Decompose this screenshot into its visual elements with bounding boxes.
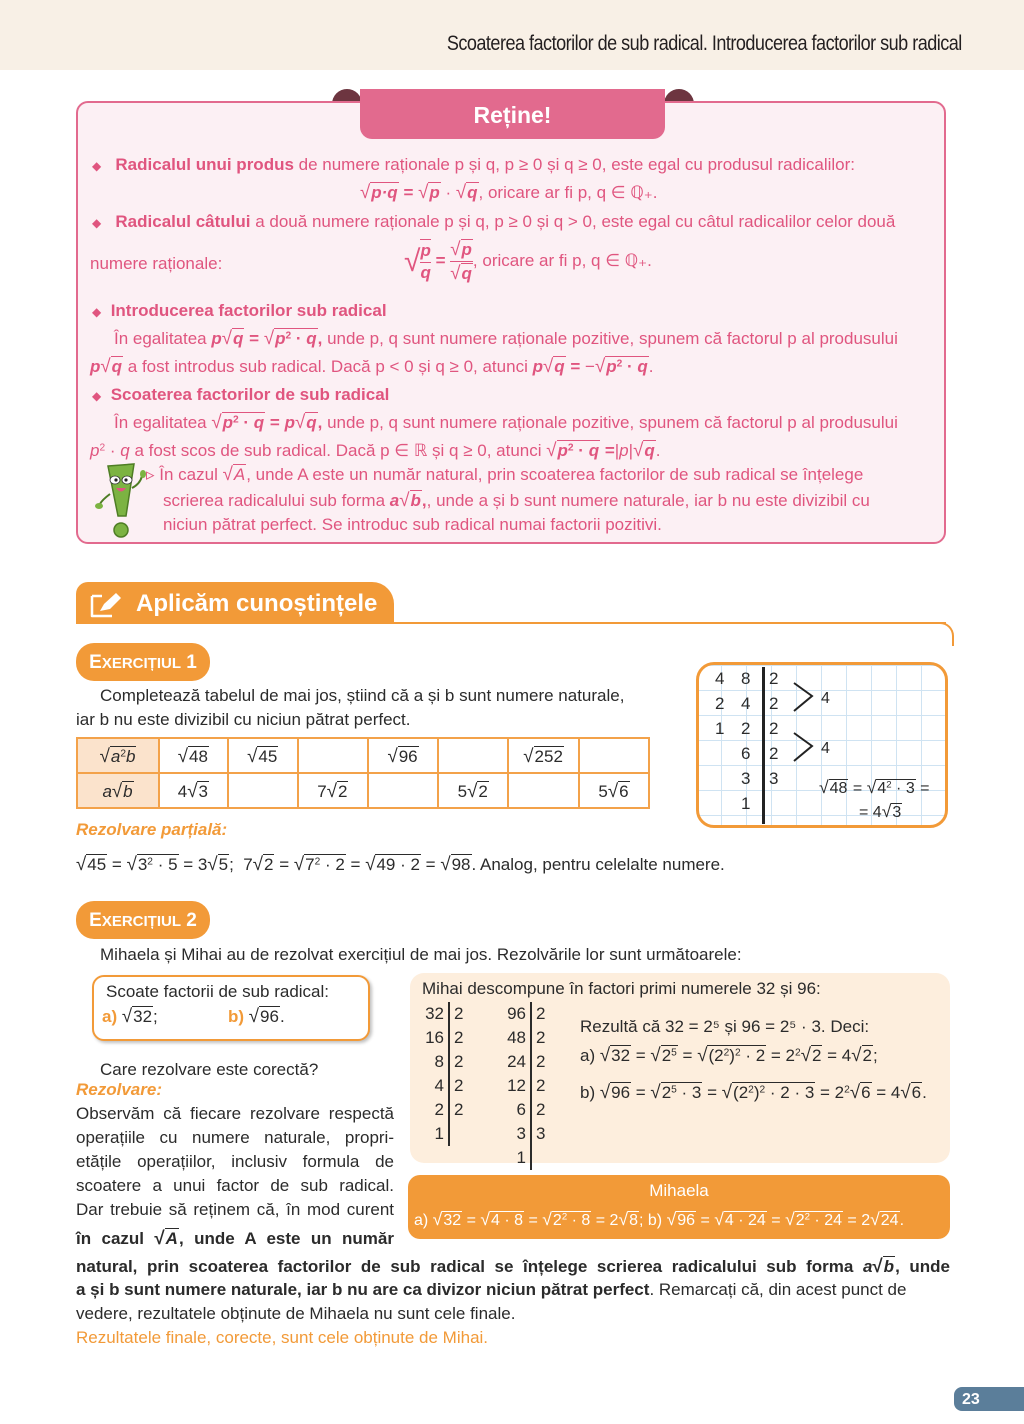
group-bracket-icon xyxy=(792,679,816,720)
scoaterea-line1: În egalitatea $√p^2 \cdot q = p√q$, unde p, q sunt numere raționale pozitive, spunem că factorul p al produsului xyxy=(114,411,898,432)
table-cell-radical: √252 xyxy=(508,738,579,773)
factor-divisor: 2 xyxy=(449,1026,472,1050)
grid-digit: 3 xyxy=(741,769,751,788)
note-line3: niciun pătrat perfect. Se introduc sub radical numai factorii pozitivi. xyxy=(163,515,662,534)
grid-digit: 2 xyxy=(769,719,779,738)
bullet-icon: ◆ xyxy=(92,389,102,403)
rez-line: etățile operațiilor, inclusiv formula de xyxy=(76,1152,394,1171)
mihaela-title: Mihaela xyxy=(649,1181,709,1200)
exercise-1-badge: EXERCIȚIUL 1 xyxy=(76,643,210,681)
formula-cat: $√\frac{p}{q} = \frac{√p}{√q}$, oricare ar fi p, q ∈ ℚ₊. xyxy=(404,238,652,283)
factor-row xyxy=(500,1050,554,1074)
factor-divisor: 2 xyxy=(449,1050,472,1074)
table-cell-radical: √45 xyxy=(228,738,298,773)
table-cell-simplified xyxy=(368,773,438,808)
table-cell-radical xyxy=(579,738,649,773)
task-title: Scoate factorii de sub radical: xyxy=(106,982,330,1001)
grid-digit: 3 xyxy=(769,769,779,788)
mihai-solution-box xyxy=(410,973,950,1167)
factor-divisor: 2 xyxy=(531,1026,554,1050)
ex1-text-line2: iar b nu este divizibil cu niciun pătrat perfect. xyxy=(76,710,411,729)
grid-digit: 2 xyxy=(769,694,779,713)
factor-row xyxy=(418,1050,472,1074)
factor-divisor: 2 xyxy=(531,1074,554,1098)
group-bracket-icon xyxy=(792,729,816,770)
table-cell-simplified: 7√2 xyxy=(298,773,368,808)
grid-digit: 2 xyxy=(715,694,725,713)
bullet-icon: ◆ xyxy=(92,159,102,173)
mihai-result: Rezultă că 32 = 2⁵ și 96 = 2⁵ · 3. Deci: xyxy=(580,1017,870,1036)
factorization-32 xyxy=(418,1002,472,1146)
retine-title: Reține! xyxy=(360,89,665,139)
grid-equation-line1: $√48 = √4^2 \cdot 3$ = xyxy=(819,777,930,797)
grid-digit: 2 xyxy=(769,669,779,688)
exercise-2-badge: EXERCIȚIUL 2 xyxy=(76,901,210,939)
division-bar xyxy=(762,667,765,824)
table-cell-radical xyxy=(438,738,508,773)
factor-divisor xyxy=(449,1122,472,1146)
final-line3: vedere, rezultatele obținute de Mihaela nu sunt cele finale. xyxy=(76,1304,516,1323)
mihaela-solution: a) $√32 = √4 \cdot 8 = √2^2 \cdot 8 = 2√8$; b) $√96 = √4 \cdot 24 = √2^2 \cdot 24 = 2√24$. xyxy=(414,1209,905,1229)
table-cell-radical: √96 xyxy=(368,738,438,773)
mihai-b: b) $√96 = √2^5 \cdot 3 = √(2^2)^2 \cdot 2 \cdot 3 = 2^2√6 = 4√6$. xyxy=(580,1081,927,1102)
retine-item-scoaterea: ◆ Scoaterea factorilor de sub radical xyxy=(92,385,390,404)
grid-equation-line2: = 4√3 xyxy=(859,801,902,821)
factor-dividend: 24 xyxy=(507,1052,526,1071)
table-cell-simplified: 5√2 xyxy=(438,773,508,808)
grid-digit: 8 xyxy=(741,669,751,688)
factor-dividend: 12 xyxy=(507,1076,526,1095)
section-title: Aplicăm cunoștințele xyxy=(136,590,378,617)
table-cell-simplified xyxy=(508,773,579,808)
question: Care rezolvare este corectă? xyxy=(100,1060,319,1079)
factor-row xyxy=(500,1146,554,1170)
factorization-grid xyxy=(696,662,948,828)
factor-row xyxy=(500,1074,554,1098)
grid-digit: 6 xyxy=(741,744,751,763)
retine-item-produs: ◆ Radicalul unui produs de numere raționale p și q, p ≥ 0 și q ≥ 0, este egal cu produsul radicalilor: xyxy=(92,155,855,174)
factor-divisor: 2 xyxy=(449,1074,472,1098)
factor-dividend: 32 xyxy=(425,1004,444,1023)
factor-divisor: 2 xyxy=(531,1002,554,1026)
factor-divisor xyxy=(531,1146,554,1170)
factor-row xyxy=(500,1098,554,1122)
factor-dividend: 16 xyxy=(425,1028,444,1047)
ex1-table xyxy=(76,737,650,809)
table-header-a2b: $√a^2b$ xyxy=(77,738,159,773)
rez-line-bold: în cazul √A, unde A este un număr xyxy=(76,1227,394,1248)
factor-divisor: 3 xyxy=(531,1122,554,1146)
partial-solution-label: Rezolvare parțială: xyxy=(76,820,228,839)
table-cell-radical xyxy=(298,738,368,773)
factor-row xyxy=(500,1122,554,1146)
factor-dividend: 96 xyxy=(507,1004,526,1023)
table-cell-radical: √48 xyxy=(159,738,227,773)
grid-digit: 2 xyxy=(741,719,751,738)
grid-digit: 1 xyxy=(741,794,751,813)
pen-edit-icon xyxy=(88,591,124,624)
task-b: b) √96. xyxy=(228,1005,285,1026)
mihaela-solution-box xyxy=(408,1175,950,1239)
rezolvare-label: Rezolvare: xyxy=(76,1080,162,1099)
introducerea-line2: p√q a fost introdus sub radical. Dacă p < 0 și q ≥ 0, atunci $p√q = -√p^2 \cdot q$. xyxy=(90,355,654,376)
partial-solution: $√45 = √3^2 \cdot 5 = 3√5$; $7√2 = √7^2 \cdot 2 = √49 \cdot 2 = √98$. Analog, pentru celelalte numere. xyxy=(76,853,725,874)
rez-line: Observăm că fiecare rezolvare respectă xyxy=(76,1104,394,1123)
group-1-value: 4 xyxy=(821,690,830,707)
mihai-title: Mihai descompune în factori primi numerele 32 și 96: xyxy=(422,979,821,998)
factor-dividend: 1 xyxy=(434,1124,444,1143)
ex2-intro: Mihaela și Mihai au de rezolvat exercițiul de mai jos. Rezolvările lor sunt următoarele: xyxy=(100,945,742,964)
grid-digit: 4 xyxy=(715,669,725,688)
triangle-marker-icon: ▹ xyxy=(146,465,155,484)
bullet-icon: ◆ xyxy=(92,305,102,319)
factor-row xyxy=(418,1026,472,1050)
final-line1: natural, prin scoaterea factorilor de sub radical se înțelege scrierea radicalului sub forma a√b, unde xyxy=(76,1255,950,1276)
factor-dividend: 8 xyxy=(434,1052,444,1071)
bullet-icon: ◆ xyxy=(92,216,102,230)
retine-item-introducerea: ◆ Introducerea factorilor sub radical xyxy=(92,301,387,320)
table-cell-simplified: 5√6 xyxy=(579,773,649,808)
grid-digit: 1 xyxy=(715,719,725,738)
grid-digit: 4 xyxy=(741,694,751,713)
factor-row xyxy=(418,1122,472,1146)
factor-divisor: 2 xyxy=(449,1098,472,1122)
chapter-title: Scoaterea factorilor de sub radical. Introducerea factorilor sub radical xyxy=(447,32,962,55)
ex1-text-line1: Completează tabelul de mai jos, știind că a și b sunt numere naturale, xyxy=(100,686,625,705)
ex2-task-box xyxy=(92,975,370,1041)
page-header xyxy=(0,0,1024,70)
factor-dividend: 3 xyxy=(516,1124,526,1143)
table-cell-simplified: 4√3 xyxy=(159,773,227,808)
final-conclusion: Rezultatele finale, corecte, sunt cele obținute de Mihai. xyxy=(76,1328,489,1347)
factor-row xyxy=(418,1002,472,1026)
table-header-asqrtb: a√b xyxy=(77,773,159,808)
rez-line: scoatere a unui factor de sub radical. xyxy=(76,1176,394,1195)
factor-row xyxy=(418,1098,472,1122)
factor-divisor: 2 xyxy=(531,1050,554,1074)
factor-dividend: 6 xyxy=(516,1100,526,1119)
table-cell-simplified xyxy=(228,773,298,808)
factor-row xyxy=(418,1074,472,1098)
group-2-value: 4 xyxy=(821,740,830,757)
grid-digit: 2 xyxy=(769,744,779,763)
section-divider xyxy=(76,622,946,624)
mihai-a: a) $√32 = √2^5 = √(2^2)^2 \cdot 2 = 2^2√2 = 4√2$; xyxy=(580,1044,878,1065)
factor-dividend: 4 xyxy=(434,1076,444,1095)
factorization-96 xyxy=(500,1002,554,1170)
scoaterea-line2: $p^2 \cdot q$ a fost scos de sub radical. Dacă p ∈ ℝ și q ≥ 0, atunci $√p^2 \cdot q =|p|√q$. xyxy=(90,439,661,460)
task-a: a) √32; xyxy=(102,1005,158,1026)
note-line2: scrierea radicalului sub forma a√b,, unde a și b sunt numere naturale, iar b nu este divizibil cu xyxy=(163,489,870,510)
formula-produs: √p·q = √p · √q, oricare ar fi p, q ∈ ℚ₊. xyxy=(360,181,658,202)
page-number: 23 xyxy=(954,1387,1024,1411)
factor-dividend: 2 xyxy=(434,1100,444,1119)
factor-dividend: 48 xyxy=(507,1028,526,1047)
factor-dividend: 1 xyxy=(516,1148,526,1167)
introducerea-line1: În egalitatea $p√q = √p^2 \cdot q$, unde p, q sunt numere raționale pozitive, spunem că factorul p al produsului xyxy=(114,327,898,348)
factor-divisor: 2 xyxy=(531,1098,554,1122)
factor-row xyxy=(500,1002,554,1026)
section-divider-curve xyxy=(930,622,954,646)
retine-item-cat: ◆ Radicalul câtului a două numere raționale p și q, p ≥ 0 și q > 0, este egal cu câtul radicalilor celor două xyxy=(92,212,896,231)
rez-line: Dar trebuie să reținem că, în mod curent xyxy=(76,1200,394,1219)
retine-item-cat-line2: numere raționale: xyxy=(90,254,223,273)
factor-divisor: 2 xyxy=(449,1002,472,1026)
rezolvare-text xyxy=(76,1102,394,1251)
final-line2: a și b sunt numere naturale, iar b nu are ca divizor niciun pătrat perfect. Remarcați că, din acest punct de xyxy=(76,1280,907,1299)
rez-line: operațiile cu numere naturale, propri- xyxy=(76,1128,394,1147)
note-line1: ▹ În cazul √A, unde A este un număr natural, prin scoaterea factorilor de sub radical se înțelege xyxy=(146,463,864,484)
factor-row xyxy=(500,1026,554,1050)
